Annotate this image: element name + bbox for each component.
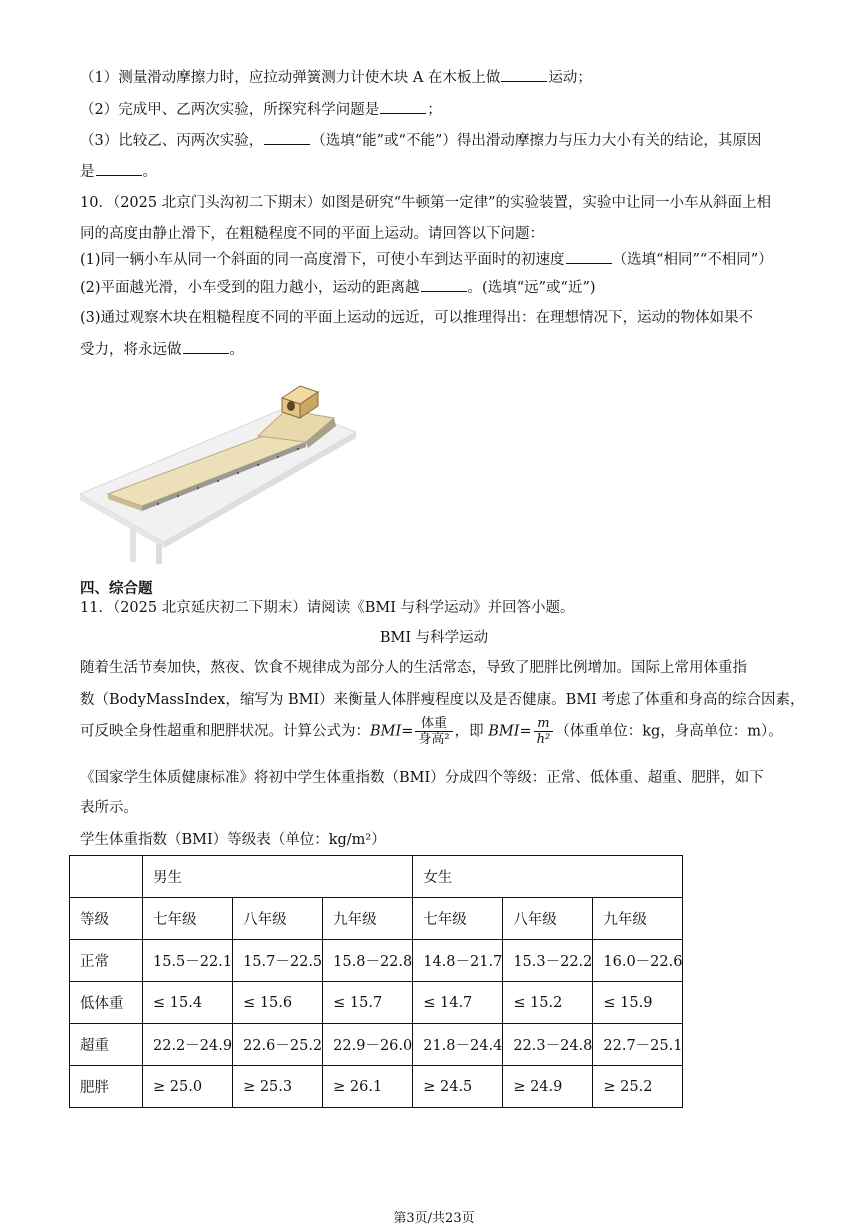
q10-intro-line1: 10．（2025 北京门头沟初二下期末）如图是研究“牛顿第一定律”的实验装置，实验中让同一小车从斜面上相 xyxy=(80,195,772,211)
table-row xyxy=(70,1066,683,1108)
answer-blank[interactable] xyxy=(501,67,547,82)
answer-blank[interactable] xyxy=(380,99,426,114)
article-para1-line1: 随着生活节奏加快，熬夜、饮食不规律成为部分人的生活常态，导致了肥胖比例增加。国际上常用体重指 xyxy=(80,660,747,676)
table-cell: 22.9－26.0 xyxy=(323,1024,413,1066)
formula-lhs-symbolic: BMI= xyxy=(488,723,532,740)
bmi-grade-table xyxy=(69,855,683,1108)
q9-part3-text-c: 是 xyxy=(80,164,95,180)
fraction-numerator: m xyxy=(534,716,554,732)
table-cell: 15.3－22.2 xyxy=(503,940,593,982)
table-corner-cell xyxy=(70,856,143,898)
q9-part2 xyxy=(80,98,442,119)
q9-part2-text-a: （2）完成甲、乙两次实验，所探究科学问题是 xyxy=(80,102,380,118)
cart-wheel xyxy=(287,401,295,411)
table-cell: ≤ 15.4 xyxy=(143,982,233,1024)
table-cell: ≤ 15.9 xyxy=(593,982,683,1024)
table-caption: 学生体重指数（BMI）等级表（单位：kg/m²） xyxy=(80,832,386,848)
q9-part3-text-a: （3）比较乙、丙两次实验， xyxy=(80,133,264,149)
q10-sub3-text-b: 受力，将永远做 xyxy=(80,342,182,358)
table-group-row xyxy=(70,856,683,898)
table-cell: 低体重 xyxy=(70,982,143,1024)
table-cell: 肥胖 xyxy=(70,1066,143,1108)
q9-part1-text-b: 运动； xyxy=(548,70,592,86)
group-female: 女生 xyxy=(413,856,683,898)
q10-sub1-text-a: (1)同一辆小车从同一个斜面的同一高度滑下，可使小车到达平面时的初速度 xyxy=(80,252,565,268)
table-leg xyxy=(130,526,136,562)
article-title: BMI 与科学运动 xyxy=(379,630,489,646)
table-leg xyxy=(156,544,162,564)
article-para1-line2: 数（BodyMassIndex，缩写为 BMI）来衡量人体胖瘦程度以及是否健康。BMI 考虑了体重和身高的综合因素， xyxy=(80,692,805,708)
answer-blank[interactable] xyxy=(264,130,310,145)
table-cell: 14.8－21.7 xyxy=(413,940,503,982)
bmi-fraction-chinese xyxy=(415,716,452,747)
header-cell: 七年级 xyxy=(413,898,503,940)
q9-part3-text-d: 。 xyxy=(142,164,157,180)
q9-part2-text-b: ； xyxy=(427,102,442,118)
header-cell: 八年级 xyxy=(503,898,593,940)
table-row xyxy=(70,982,683,1024)
q10-sub2 xyxy=(80,276,596,297)
table-cell: 22.6－25.2 xyxy=(233,1024,323,1066)
header-cell: 七年级 xyxy=(143,898,233,940)
q10-sub1-text-b: （选填“相同”“不相同”） xyxy=(612,252,773,268)
header-cell: 等级 xyxy=(70,898,143,940)
header-cell: 九年级 xyxy=(323,898,413,940)
table-cell: 正常 xyxy=(70,940,143,982)
table-cell: ≤ 15.7 xyxy=(323,982,413,1024)
answer-blank[interactable] xyxy=(183,339,229,354)
table-cell: 15.7－22.5 xyxy=(233,940,323,982)
incline-experiment-figure xyxy=(78,376,358,566)
fraction-denominator: h² xyxy=(536,732,551,747)
formula-intro: 可反映全身性超重和肥胖状况。计算公式为： xyxy=(80,723,370,740)
table-cell: 15.5－22.1 xyxy=(143,940,233,982)
q10-sub2-text-b: 。(选填“远”或“近”) xyxy=(467,280,596,296)
table-row xyxy=(70,1024,683,1066)
table-cell: ≥ 24.9 xyxy=(503,1066,593,1108)
formula-connector: ，即 xyxy=(454,723,489,740)
q9-part3-cont xyxy=(80,160,157,181)
article-para2-line2: 表所示。 xyxy=(80,800,138,816)
q10-sub2-text-a: (2)平面越光滑，小车受到的阻力越小，运动的距离越 xyxy=(80,280,420,296)
page-footer: 第3页/共23页 xyxy=(393,1211,475,1226)
group-male: 男生 xyxy=(143,856,413,898)
bmi-fraction-symbolic xyxy=(534,716,554,747)
table-cell: 15.8－22.8 xyxy=(323,940,413,982)
q10-sub1 xyxy=(80,248,773,269)
table-cell: ≥ 25.2 xyxy=(593,1066,683,1108)
q10-sub3-text-c: 。 xyxy=(229,342,244,358)
table-cell: ≥ 25.0 xyxy=(143,1066,233,1108)
table-cell: ≤ 14.7 xyxy=(413,982,503,1024)
table-row xyxy=(70,940,683,982)
fraction-denominator: 身高² xyxy=(418,732,450,747)
table-cell: 22.7－25.1 xyxy=(593,1024,683,1066)
table-header-row xyxy=(70,898,683,940)
table-cell: 21.8－24.4 xyxy=(413,1024,503,1066)
article-para2-line1: 《国家学生体质健康标准》将初中学生体重指数（BMI）分成四个等级：正常、低体重、超重、肥胖，如下 xyxy=(80,770,764,786)
table-cell: ≤ 15.2 xyxy=(503,982,593,1024)
table-cell: ≤ 15.6 xyxy=(233,982,323,1024)
fraction-numerator: 体重 xyxy=(415,716,452,732)
q10-intro-line2: 同的高度由静止滑下，在粗糙程度不同的平面上运动。请回答以下问题： xyxy=(80,226,544,242)
q9-part3-text-b: （选填“能”或“不能”）得出滑动摩擦力与压力大小有关的结论，其原因 xyxy=(311,133,762,149)
formula-units: （体重单位：kg，身高单位：m）。 xyxy=(555,723,783,740)
header-cell: 八年级 xyxy=(233,898,323,940)
article-para1-line3 xyxy=(80,716,783,747)
table-cell: 22.3－24.8 xyxy=(503,1024,593,1066)
section-heading: 四、综合题 xyxy=(80,580,153,597)
answer-blank[interactable] xyxy=(566,249,612,264)
header-cell: 九年级 xyxy=(593,898,683,940)
answer-blank[interactable] xyxy=(421,277,467,292)
table-cell: ≥ 24.5 xyxy=(413,1066,503,1108)
q9-part1 xyxy=(80,66,592,87)
q9-part1-text-a: （1）测量滑动摩擦力时，应拉动弹簧测力计使木块 A 在木板上做 xyxy=(80,70,501,86)
answer-blank[interactable] xyxy=(96,161,142,176)
table-cell: 超重 xyxy=(70,1024,143,1066)
q9-part3 xyxy=(80,129,761,150)
table-cell: ≥ 26.1 xyxy=(323,1066,413,1108)
q10-sub3-line1: (3)通过观察木块在粗糙程度不同的平面上运动的远近，可以推理得出：在理想情况下，运动的物体如果不 xyxy=(80,310,754,326)
q10-sub3-line2 xyxy=(80,338,244,359)
table-cell: 22.2－24.9 xyxy=(143,1024,233,1066)
table-cell: 16.0－22.6 xyxy=(593,940,683,982)
table-cell: ≥ 25.3 xyxy=(233,1066,323,1108)
formula-lhs: BMI= xyxy=(370,723,414,740)
q11-intro: 11．（2025 北京延庆初二下期末）请阅读《BMI 与科学运动》并回答小题。 xyxy=(80,600,575,616)
